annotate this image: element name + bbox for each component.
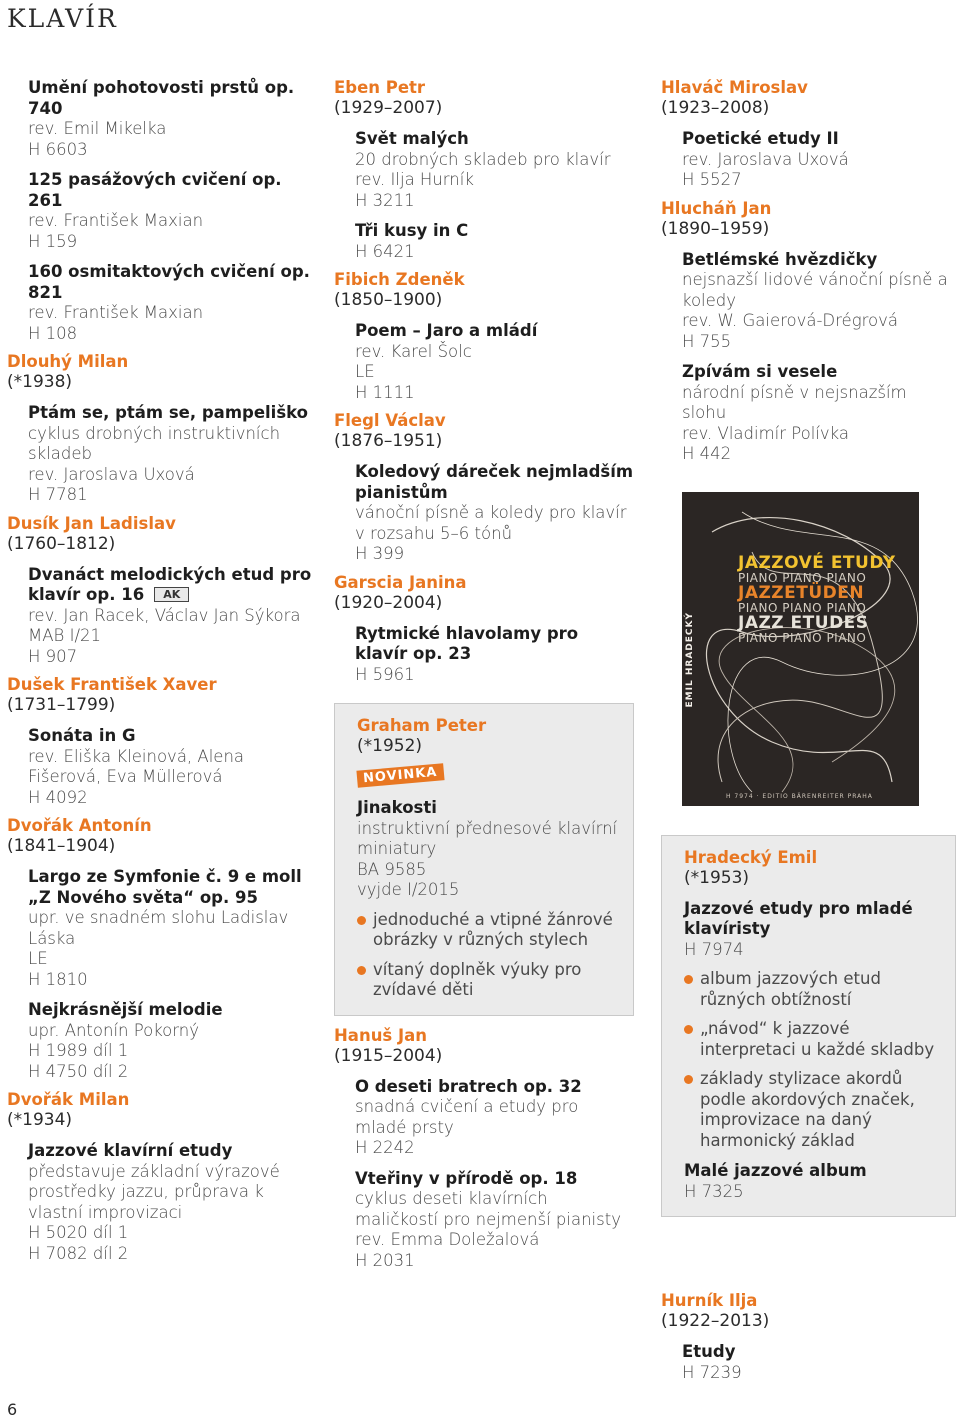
composer-name: Hlaváč Miroslav [661,78,808,97]
work-title [682,250,956,271]
highlight-box [334,703,634,1016]
work-title [357,798,619,819]
work-detail: cyklus drobných instruktivních skladeb [28,423,281,463]
work-title [355,624,634,665]
work-title-text: Largo ze Symfonie č. 9 e moll „Z Nového světa“ op. 95 [28,867,302,907]
composer-years: (*1934) [7,1110,73,1130]
column-2 [334,78,634,1271]
work-item [684,899,941,1152]
composer-years: (1760–1812) [7,533,116,554]
composer-entry [7,352,317,506]
work-title-text: Svět malých [355,129,469,148]
work-item [661,250,956,353]
work-item [7,867,317,990]
bullet-text: album jazzových etud různých obtížností [700,969,881,1009]
composer-name: Dusík Jan Ladislav [7,513,176,533]
bullet-dot-icon [357,966,366,975]
work-title-text: Rytmické hlavolamy pro klavír op. 23 [355,623,579,663]
composer-years: (1920–2004) [334,592,443,613]
work-detail: upr. ve snadném slohu Ladislav Láska [28,908,289,948]
work-title-text: Malé jazzové album [684,1161,867,1180]
work-detail: BA 9585 [357,859,427,879]
work-item [7,262,317,344]
composer-entry [7,1090,317,1264]
work-detail: rev. W. Gaierová-Drégrová [682,311,899,330]
cover-title-line: PIANO PIANO PIANO [738,601,867,615]
work-item [334,462,634,565]
work-detail: rev. Jaroslava Uxová [682,149,849,169]
work-detail: rev. Vladimír Polívka [682,423,850,443]
cover-author: EMIL HRADECKÝ [685,612,695,708]
work-detail: H 108 [28,323,78,343]
composer-name: Dvořák Antonín [7,816,152,835]
work-title-text: Nejkrásnější melodie [28,1000,223,1019]
work-title-text: Ptám se, ptám se, pampeliško [28,403,309,422]
work-detail: MAB I/21 [28,626,101,645]
cover-title-line: JAZZ ETUDES [738,613,869,633]
work-detail: instruktivní přednesové klavírní miniatury [357,818,618,858]
work-item [334,129,634,211]
work-title [28,170,317,211]
work-title [355,1077,634,1098]
work-detail: H 442 [682,444,732,463]
work-title-text: Betlémské hvězdičky [682,249,878,269]
work-title [28,565,317,606]
composer-name: Dlouhý Milan [7,352,129,371]
work-title-text: Jazzové klavírní etudy [28,1141,233,1160]
work-detail: rev. Emil Mikelka [28,119,167,138]
cover-title-line: PIANO PIANO PIANO [738,631,867,645]
composer-years: (*1952) [357,736,423,756]
book-cover-image [682,492,919,806]
composer-name: Hlucháň Jan [661,198,772,218]
bullet-text: „návod“ k jazzové interpretaci u každé skladby [700,1019,935,1059]
composer-entry [7,675,317,808]
work-detail: vánoční písně a koledy pro klavír v rozsahu 5–6 tónů [355,503,627,543]
composer-years: (1876–1951) [334,431,443,451]
composer-name: Dušek František Xaver [7,675,217,694]
feature-bullet [357,960,619,1001]
work-detail: H 2031 [355,1250,415,1270]
work-title [28,1141,317,1162]
work-detail: H 1989 díl 1 [28,1041,129,1060]
composer-entry [334,411,634,565]
work-detail: H 4092 [28,787,88,807]
work-detail: LE [355,362,375,381]
work-item [661,1342,956,1383]
work-detail: H 7239 [682,1362,742,1382]
work-title-text: Jazzové etudy pro mladé klavíristy [684,898,913,938]
work-title-text: Poem – Jaro a mládí [355,321,538,340]
work-item [334,321,634,403]
composer-years: (1841–1904) [7,836,116,856]
composer-years: (1923–2008) [661,98,770,118]
work-title [28,262,317,303]
work-detail: rev. Jaroslava Uxová [28,464,195,484]
work-title [28,726,317,747]
work-detail: LE [28,949,48,968]
work-title-text: Vteřiny v přírodě op. 18 [355,1168,578,1188]
work-title [684,899,941,940]
work-detail: rev. Emma Doležalová [355,1230,540,1249]
work-detail: H 6603 [28,139,88,159]
work-title [355,129,634,150]
work-detail: 20 drobných skladeb pro klavír [355,149,611,169]
work-detail: H 7082 díl 2 [28,1243,129,1263]
work-detail: cyklus deseti klavírních maličkostí pro nejmenší pianisty [355,1189,621,1229]
work-detail: upr. Antonín Pokorný [28,1020,199,1040]
work-detail: H 7781 [28,485,88,504]
work-title [28,1000,317,1021]
work-item [334,1169,634,1272]
composer-years: (1929–2007) [334,98,443,118]
work-detail: H 3211 [355,190,415,210]
composer-name: Flegl Václav [334,411,446,430]
work-item [7,1141,317,1264]
work-item [7,78,317,160]
work-detail: představuje základní výrazové prostředky jazzu, průprava k vlastní improvizaci [28,1161,280,1222]
composer-entry [7,78,317,344]
feature-bullet [357,910,619,951]
work-detail: rev. Ilja Hurník [355,170,474,189]
work-detail: H 5527 [682,170,742,189]
composer-entry [7,514,317,668]
composer-entry [334,1026,634,1272]
work-detail: H 6421 [355,241,415,261]
work-item [7,403,317,506]
work-item [334,624,634,686]
work-title-text: Tři kusy in C [355,221,469,240]
work-detail: vyjde I/2015 [357,880,460,899]
work-title [684,1161,941,1182]
composer-years: (1850–1900) [334,290,443,310]
composer-years: (1915–2004) [334,1045,443,1066]
work-detail: rev. Karel Šolc [355,341,472,361]
column-1 [7,78,317,1264]
work-title [355,221,634,242]
feature-bullet [684,969,941,1010]
bullet-dot-icon [684,975,693,984]
work-item [7,565,317,668]
work-title-text: Sonáta in G [28,726,136,745]
feature-bullet [684,1069,941,1151]
composer-years: (*1938) [7,372,73,392]
work-detail: H 4750 díl 2 [28,1061,129,1081]
work-detail: H 7325 [684,1181,744,1201]
work-title [682,129,956,150]
new-badge: NOVINKA [356,763,444,787]
composer-years: (1890–1959) [661,218,770,239]
work-title [682,362,956,383]
bullet-text: jednoduché a vtipné žánrové obrázky v různých stylech [373,909,613,949]
composer-entry [661,1291,956,1383]
bullet-text: vítaný doplněk výuky pro zvídavé děti [373,959,582,999]
composer-entry [661,199,956,465]
ak-badge: AK [154,587,189,602]
work-item [334,221,634,262]
composer-name: Hradecký Emil [684,847,818,867]
work-title-text: Umění pohotovosti prstů op. 740 [28,78,295,118]
work-item [357,798,619,1001]
work-title-text: Poetické etudy II [682,129,839,148]
work-detail: rev. Eliška Kleinová, Alena Fišerová, Eva Müllerová [28,746,245,786]
page-number: 6 [7,1400,18,1419]
cover-title-line: JAZZETÜDEN [738,583,865,603]
work-detail: H 159 [28,231,78,251]
work-detail: snadná cvičení a etudy pro mladé prsty [355,1097,579,1137]
work-item [684,1161,941,1202]
work-detail: nejsnazší lidové vánoční písně a koledy [682,270,948,310]
work-item [661,362,956,465]
work-item [334,1077,634,1159]
work-detail: rev. Jan Racek, Václav Jan Sýkora [28,605,301,625]
work-title [28,867,317,908]
feature-bullet [684,1019,941,1060]
work-title [28,78,317,119]
work-detail: národní písně v nejsnazším slohu [682,382,907,422]
bullet-text: základy stylizace akordů podle akordových značek, improvizace na daný harmonický základ [700,1069,915,1150]
work-title [28,403,317,424]
work-title [682,1342,956,1363]
work-title-text: O deseti bratrech op. 32 [355,1076,582,1096]
cover-title-line: JAZZOVÉ ETUDY [738,553,896,573]
cover-footer: H 7974 · EDITIO BÄRENREITER PRAHA [726,793,873,800]
highlight-box [661,835,956,1218]
composer-entry [7,816,317,1082]
work-title-text: Zpívám si vesele [682,362,838,381]
composer-entry [334,78,634,262]
work-title-text: Jinakosti [357,798,437,817]
bullet-dot-icon [357,916,366,925]
composer-years: (1922–2013) [661,1311,770,1331]
composer-name: Dvořák Milan [7,1090,130,1109]
bullet-dot-icon [684,1075,693,1084]
composer-entry [661,78,956,191]
bullet-dot-icon [684,1025,693,1034]
composer-name: Hanuš Jan [334,1025,428,1045]
work-detail: H 399 [355,544,405,563]
work-detail: rev. František Maxian [28,303,204,322]
composer-name: Eben Petr [334,78,426,97]
work-item [7,170,317,252]
work-item [7,1000,317,1082]
page-title: KLAVÍR [7,4,118,33]
work-detail: H 5020 díl 1 [28,1223,129,1242]
work-detail: H 907 [28,646,78,666]
cover-title-line: PIANO PIANO PIANO [738,571,867,585]
work-title-text: Etudy [682,1342,736,1361]
work-title-text: Dvanáct melodických etud pro klavír op. 16 [28,564,312,604]
composer-name: Garscia Janina [334,572,467,592]
composer-name: Fibich Zdeněk [334,270,465,289]
work-detail: H 755 [682,331,732,351]
work-title [355,462,634,503]
work-detail: H 5961 [355,664,415,684]
work-detail: H 7974 [684,939,744,959]
work-detail: H 1810 [28,969,88,989]
composer-years: (*1953) [684,867,750,888]
work-item [7,726,317,808]
work-item [661,129,956,191]
composer-name: Hurník Ilja [661,1291,758,1310]
work-title-text: Koledový dáreček nejmladším pianistům [355,462,634,502]
composer-entry [334,573,634,686]
work-title-text: 160 osmitaktových cvičení op. 821 [28,262,310,302]
cover-titles [738,554,916,644]
composer-years: (1731–1799) [7,695,116,715]
composer-entry [334,270,634,403]
work-title [355,1169,634,1190]
cover-scribble-art [682,492,919,806]
work-detail: rev. František Maxian [28,211,204,230]
work-title-text: 125 pasážových cvičení op. 261 [28,170,282,210]
work-detail: H 2242 [355,1138,415,1157]
work-detail: H 1111 [355,382,415,402]
composer-name: Graham Peter [357,716,487,735]
work-title [355,321,634,342]
